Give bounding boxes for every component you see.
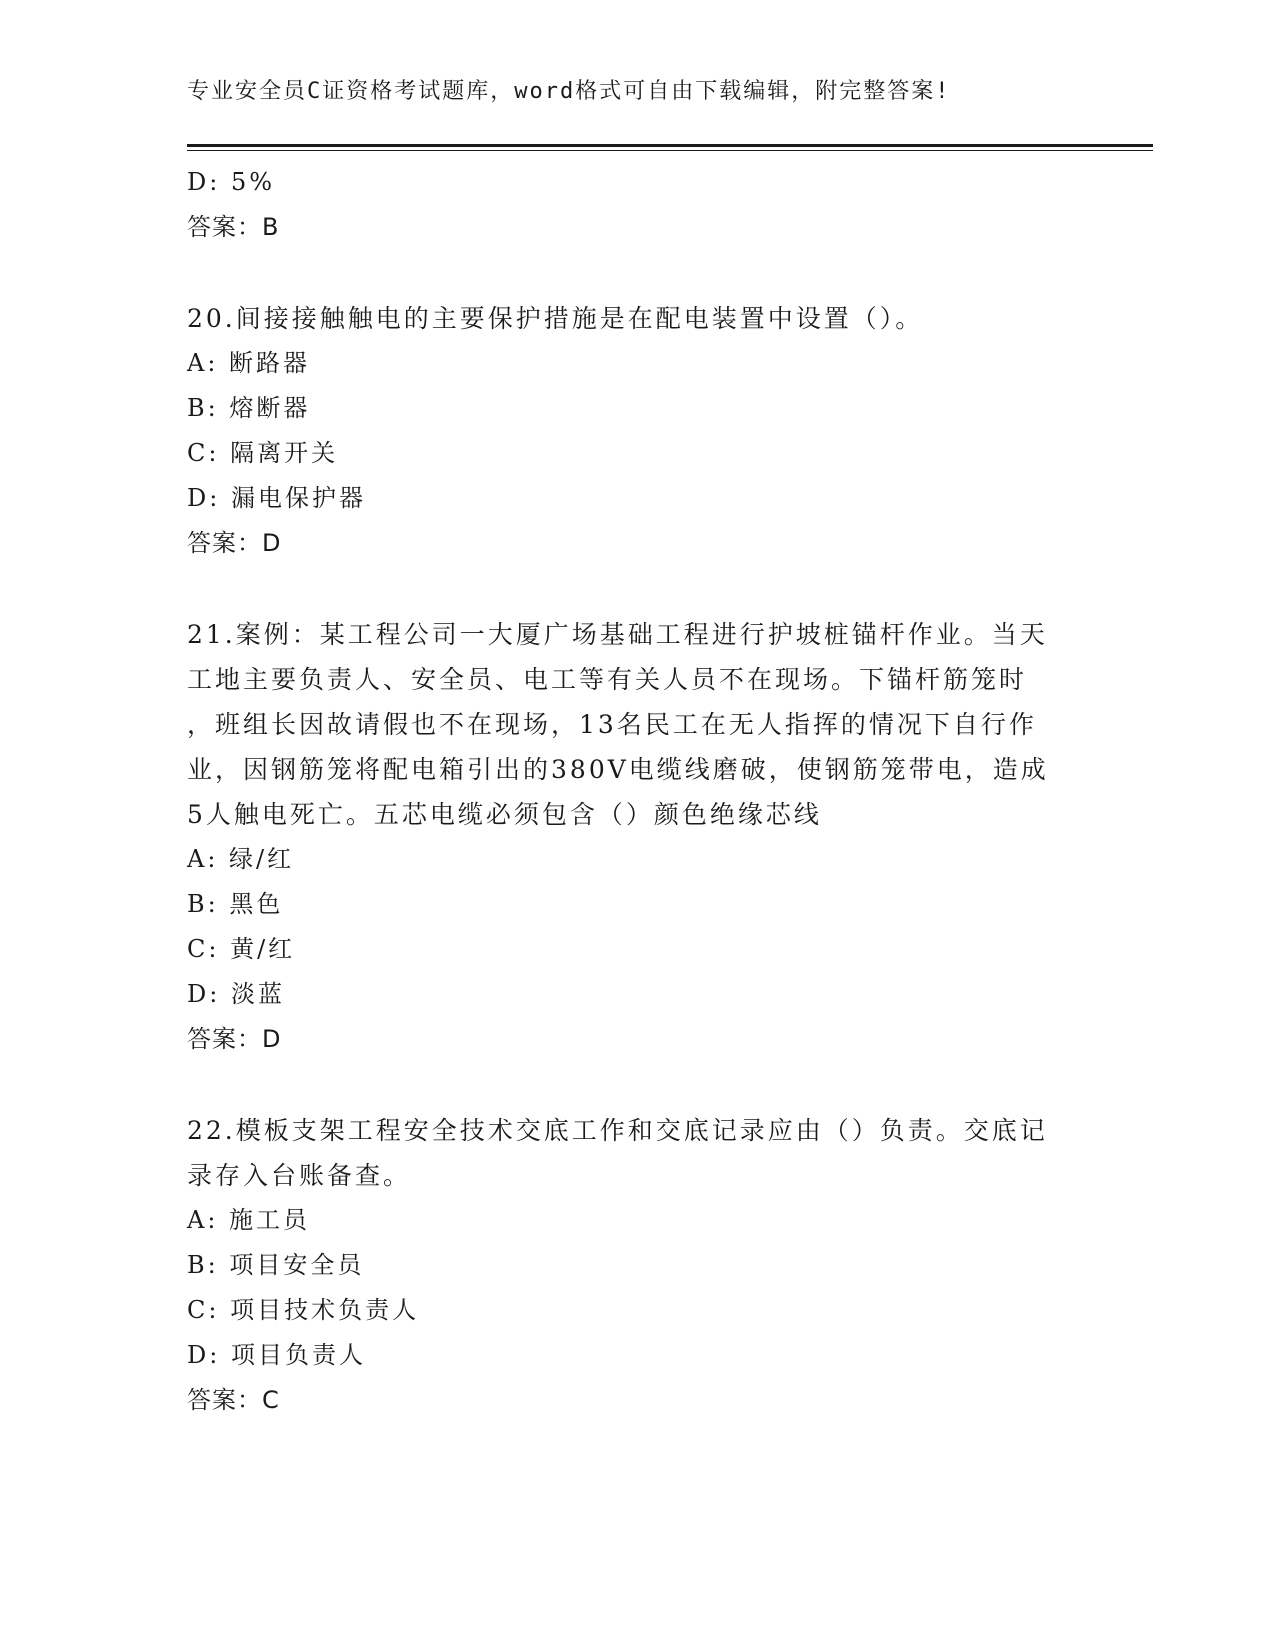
page-header: 专业安全员C证资格考试题库，word格式可自由下载编辑，附完整答案! (187, 79, 951, 104)
question-21-line: 5人触电死亡。五芯电缆必须包含（）颜色绝缘芯线 (187, 800, 822, 829)
spacer (187, 1062, 1067, 1108)
question-20-answer: 答案：D (187, 529, 282, 557)
question-22-option-a: A: 施工员 (187, 1206, 311, 1234)
question-22-answer: 答案：C (187, 1386, 280, 1414)
question-21-option-a: A: 绿/红 (187, 845, 295, 873)
question-20-text: 20.间接接触触电的主要保护措施是在配电装置中设置（）。 (187, 304, 924, 333)
question-21-option-b: B: 黑色 (187, 890, 284, 918)
question-21-line: 21.案例：某工程公司一大厦广场基础工程进行护坡桩锚杆作业。当天 (187, 620, 1048, 649)
question-20-option-b: B: 熔断器 (187, 394, 311, 422)
header-rule-thick (187, 144, 1153, 147)
question-21-answer: 答案：D (187, 1025, 282, 1053)
question-21-line: ，班组长因故请假也不在现场，13名民工在无人指挥的情况下自行作 (187, 710, 1037, 739)
prev-answer: 答案：B (187, 213, 280, 241)
question-22-line: 录存入台账备查。 (187, 1161, 412, 1190)
spacer (187, 566, 1067, 612)
question-20-option-a: A: 断路器 (187, 349, 311, 377)
question-22-option-c: C: 项目技术负责人 (187, 1296, 420, 1324)
question-21-option-d: D: 淡蓝 (187, 980, 285, 1008)
question-21-option-c: C: 黄/红 (187, 935, 296, 963)
spacer (187, 250, 1067, 296)
question-21-line: 工地主要负责人、安全员、电工等有关人员不在现场。下锚杆筋笼时 (187, 665, 1028, 694)
question-21-line: 业，因钢筋笼将配电箱引出的380V电缆线磨破，使钢筋笼带电，造成 (187, 755, 1049, 784)
question-22-option-b: B: 项目安全员 (187, 1251, 365, 1279)
prev-option-d: D: 5% (187, 168, 276, 196)
question-22-option-d: D: 项目负责人 (187, 1341, 366, 1369)
header-rule-thin (187, 150, 1153, 151)
question-20-option-c: C: 隔离开关 (187, 439, 339, 467)
question-20-option-d: D: 漏电保护器 (187, 484, 366, 512)
exam-content (187, 160, 1067, 1423)
question-22-line: 22.模板支架工程安全技术交底工作和交底记录应由（）负责。交底记 (187, 1116, 1048, 1145)
